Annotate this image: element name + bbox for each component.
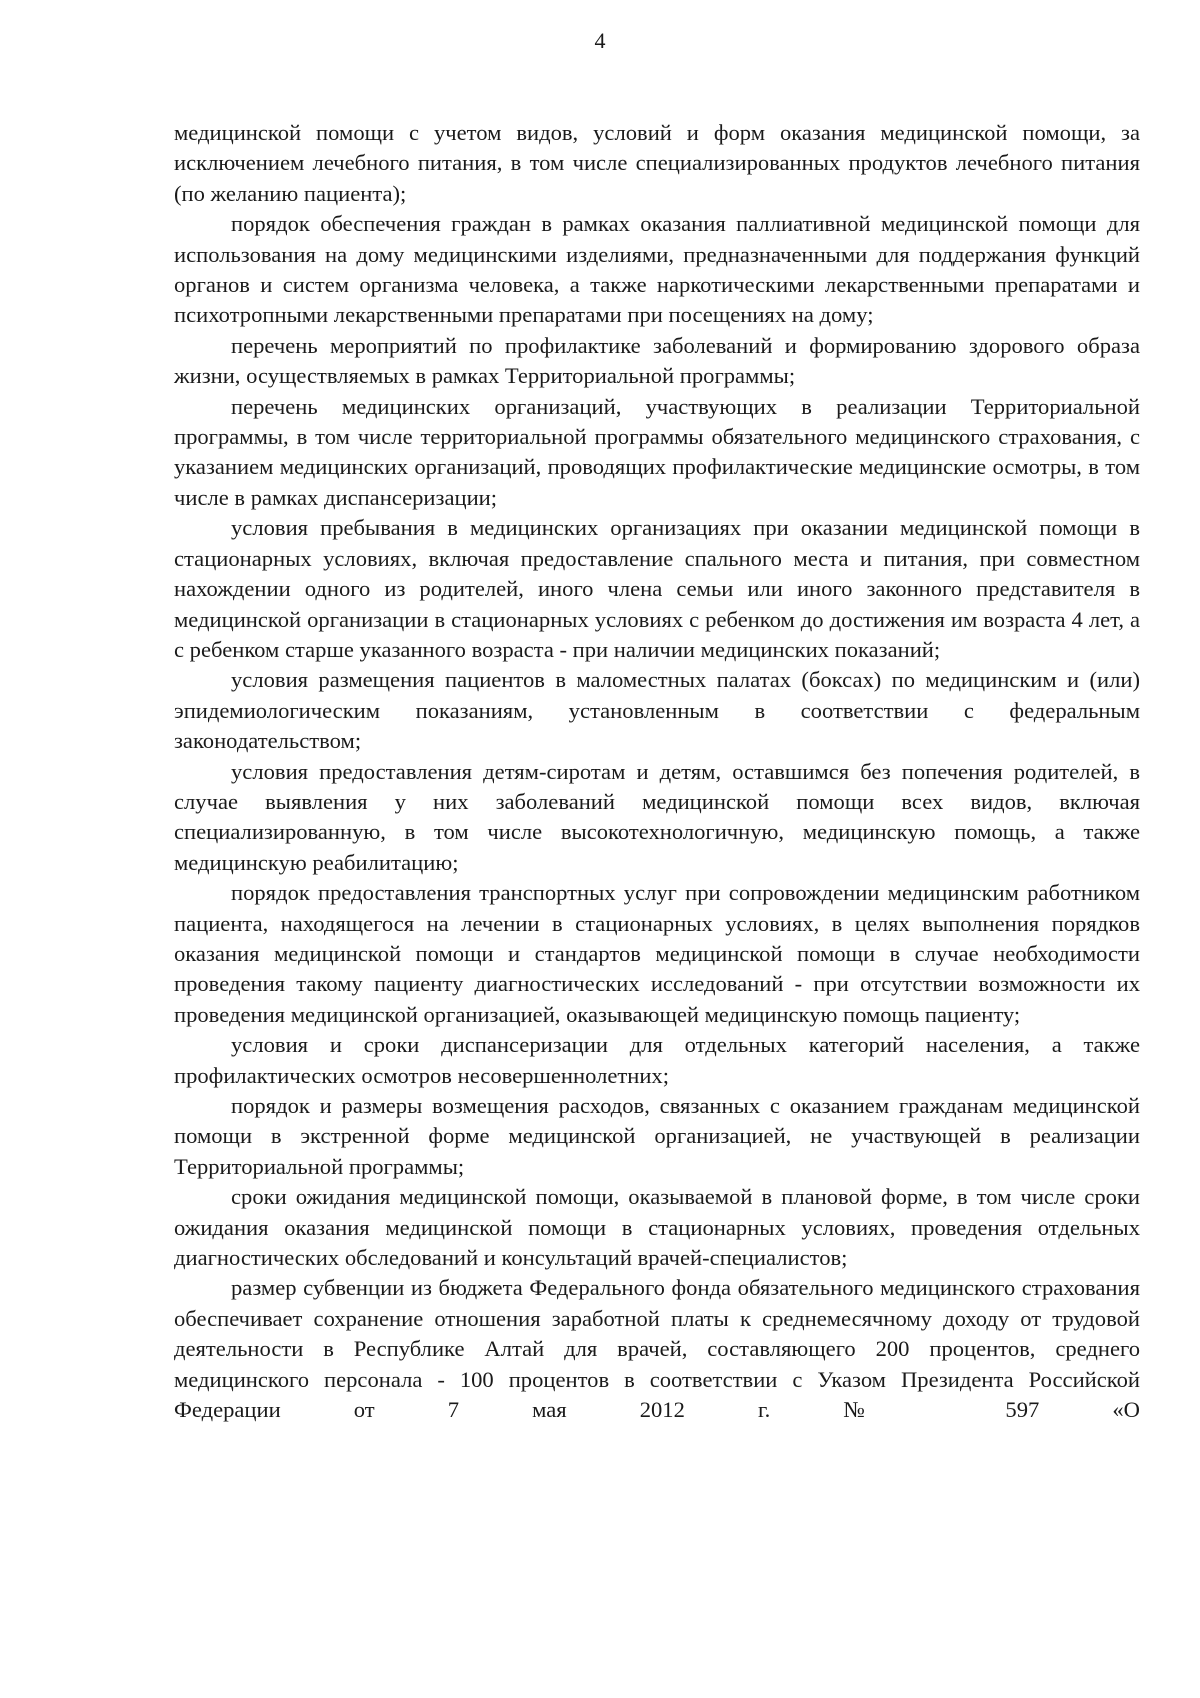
paragraph-dispensarization: условия и сроки диспансеризации для отдельных категорий населения, а также профилактических осмотров несовершеннолетних; xyxy=(174,1032,1140,1088)
paragraph-prevention-measures: перечень мероприятий по профилактике заболеваний и формированию здорового образа жизни, осуществляемых в рамках Территориальной программы; xyxy=(174,332,1140,389)
page-number: 4 xyxy=(594,28,606,53)
paragraph-subvention-size: размер субвенции из бюджета Федерального фонда обязательного медицинского страхования обеспечивает сохранение отношения заработной платы к среднемесячному доходу от трудовой деятельности в Республике Алтай для врачей, составляющего 200 процентов, среднего медицинского персонала - 100 процентов в соответствии с Указом Президента Российской Федерации от 7 мая 2012 г. № 597 «О xyxy=(174,1275,1140,1423)
paragraph-medical-organizations-list: перечень медицинских организаций, участвующих в реализации Территориальной программы, в том числе территориальной программы обязательного медицинского страхования, с указанием медицинских организаций, проводящих профилактические медицинские осмотры, в том числе в рамках диспансеризации; xyxy=(174,393,1140,510)
paragraph-palliative-care: порядок обеспечения граждан в рамках оказания паллиативной медицинской помощи для использования на дому медицинскими изделиями, предназначенными для поддержания функций органов и систем организма человека, а также наркотическими лекарственными препаратами и психотропными лекарственными препаратами при посещениях на дому; xyxy=(174,211,1140,328)
document-body xyxy=(174,118,1140,1425)
paragraph-expense-reimbursement: порядок и размеры возмещения расходов, связанных с оказанием гражданам медицинской помощи в экстренной форме медицинской организацией, не участвующей в реализации Территориальной программы; xyxy=(174,1093,1140,1179)
paragraph-transport-services: порядок предоставления транспортных услуг при сопровождении медицинским работником пациента, находящегося на лечении в стационарных условиях, в целях выполнения порядков оказания медицинской помощи и стандартов медицинской помощи в случае необходимости проведения такому пациенту диагностических исследований - при отсутствии возможности их проведения медицинской организацией, оказывающей медицинскую помощь пациенту; xyxy=(174,880,1140,1027)
paragraph-medical-care-forms: медицинской помощи с учетом видов, условий и форм оказания медицинской помощи, за исключением лечебного питания, в том числе специализированных продуктов лечебного питания (по желанию пациента); xyxy=(174,120,1140,206)
paragraph-small-wards: условия размещения пациентов в маломестных палатах (боксах) по медицинским и (или) эпидемиологическим показаниям, установленным в соответствии с федеральным законодательством; xyxy=(174,667,1140,754)
paragraph-waiting-times: сроки ожидания медицинской помощи, оказываемой в плановой форме, в том числе сроки ожидания оказания медицинской помощи в стационарных условиях, проведения отдельных диагностических обследований и консультаций врачей-специалистов; xyxy=(174,1184,1140,1271)
paragraph-orphans-care: условия предоставления детям-сиротам и детям, оставшимся без попечения родителей, в случае выявления у них заболеваний медицинской помощи всех видов, включая специализированную, в том числе высокотехнологичную, медицинскую помощь, а также медицинскую реабилитацию; xyxy=(174,758,1140,875)
paragraph-hospital-stay-conditions: условия пребывания в медицинских организациях при оказании медицинской помощи в стационарных условиях, включая предоставление спального места и питания, при совместном нахождении одного из родителей, иного члена семьи или иного законного представителя в медицинской организации в стационарных условиях с ребенком до достижения им возраста 4 лет, а с ребенком старше указанного возраста - при наличии медицинских показаний; xyxy=(174,515,1140,662)
